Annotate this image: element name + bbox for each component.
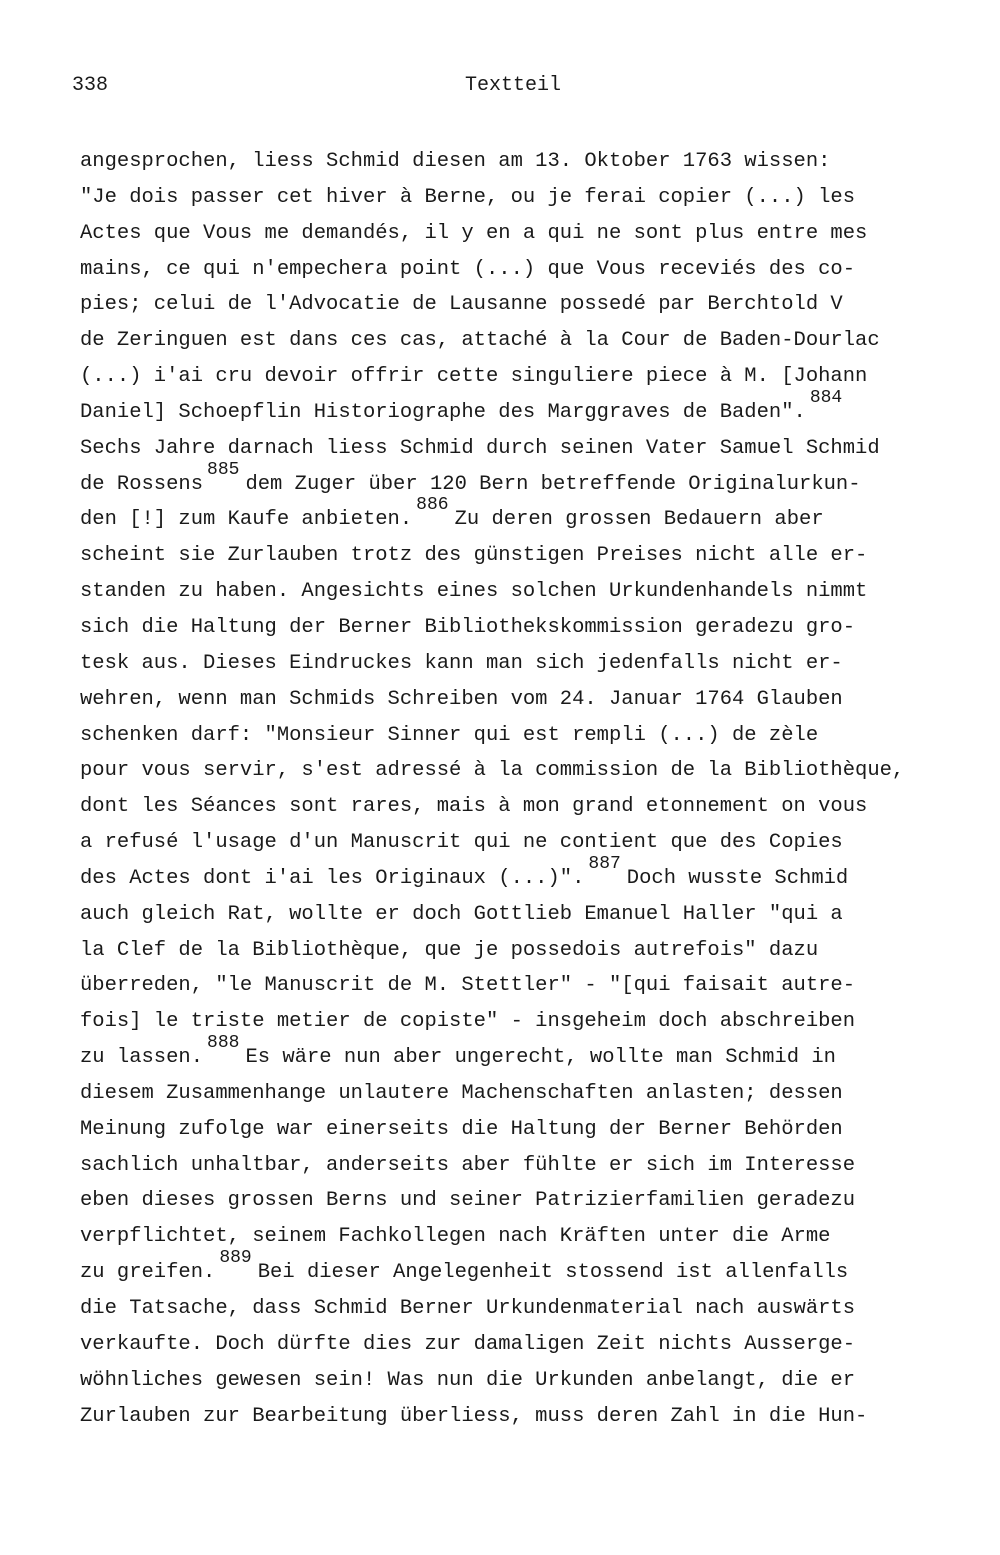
- page-header: [0, 74, 1000, 102]
- text-segment: dont les Séances sont rares, mais à mon grand etonnement on vous: [80, 795, 868, 819]
- text-line: [80, 897, 980, 933]
- footnote-reference: 885: [207, 459, 240, 480]
- text-segment: pour vous servir, s'est adressé à la commission de la Bibliothèque,: [80, 759, 905, 783]
- text-line: [80, 1363, 980, 1399]
- text-line: [80, 1219, 980, 1255]
- page-number: 338: [72, 74, 109, 97]
- text-segment: Zu deren grossen Bedauern aber: [454, 508, 824, 532]
- text-segment: Es wäre nun aber ungerecht, wollte man Schmid in: [245, 1046, 836, 1070]
- text-line: [80, 1399, 980, 1435]
- text-segment: diesem Zusammenhange unlautere Machenschaften anlasten; dessen: [80, 1081, 843, 1105]
- text-segment: dem Zuger über 120 Bern betreffende Originalurkun-: [245, 472, 861, 496]
- text-segment: Meinung zufolge war einerseits die Haltung der Berner Behörden: [80, 1117, 843, 1141]
- text-line: [80, 287, 980, 323]
- text-segment: scheint sie Zurlauben trotz des günstigen Preises nicht alle er-: [80, 544, 868, 568]
- text-line: [80, 359, 980, 395]
- text-segment: de Rossens: [80, 472, 204, 496]
- text-line: [80, 825, 980, 861]
- text-line: [80, 933, 980, 969]
- text-line: [80, 1076, 980, 1112]
- text-segment: pies; celui de l'Advocatie de Lausanne possedé par Berchtold V: [80, 293, 843, 317]
- text-segment: des Actes dont i'ai les Originaux (...)".: [80, 866, 585, 890]
- text-segment: angesprochen, liess Schmid diesen am 13. Oktober 1763 wissen:: [80, 150, 831, 173]
- text-segment: die Tatsache, dass Schmid Berner Urkundenmaterial nach auswärts: [80, 1297, 856, 1320]
- text-segment: zu greifen.: [80, 1261, 216, 1285]
- text-line: [80, 610, 980, 646]
- text-segment: de Zeringuen est dans ces cas, attaché à la Cour de Baden-Dourlac: [80, 329, 880, 353]
- text-segment: la Clef de la Bibliothèque, que je possedois autrefois" dazu: [80, 938, 819, 962]
- text-segment: den [!] zum Kaufe anbieten.: [80, 508, 413, 532]
- text-segment: fois] le triste metier de copiste" - insgeheim doch abschreiben: [80, 1010, 856, 1034]
- text-segment: verkaufte. Doch dürfte dies zur damaligen Zeit nichts Ausserge-: [80, 1332, 856, 1356]
- footnote-reference: 884: [809, 387, 843, 408]
- text-line: [80, 323, 980, 359]
- footnote-reference: 888: [207, 1033, 240, 1054]
- footnote-reference: 887: [588, 853, 621, 874]
- text-line: [80, 1327, 980, 1363]
- text-line: [80, 459, 980, 503]
- text-segment: sich die Haltung der Berner Bibliothekskommission geradezu gro-: [80, 615, 856, 639]
- text-line: [80, 574, 980, 610]
- text-segment: sachlich unhaltbar, anderseits aber fühlte er sich im Interesse: [80, 1153, 856, 1177]
- text-segment: Daniel] Schoepflin Historiographe des Marggraves de Baden".: [80, 400, 806, 424]
- text-line: [80, 180, 980, 216]
- text-segment: auch gleich Rat, wollte er doch Gottlieb Emanuel Haller "qui a: [80, 902, 843, 926]
- text-line: [80, 753, 980, 789]
- text-line: [80, 853, 980, 897]
- text-segment: standen zu haben. Angesichts eines solchen Urkundenhandels nimmt: [80, 580, 868, 604]
- text-line: [80, 718, 980, 754]
- text-segment: wöhnliches gewesen sein! Was nun die Urkunden anbelangt, die er: [80, 1368, 856, 1392]
- footnote-reference: 886: [416, 495, 449, 516]
- text-line: [80, 682, 980, 718]
- text-line: [80, 1148, 980, 1184]
- text-segment: zu lassen.: [80, 1046, 204, 1070]
- text-line: [80, 1112, 980, 1148]
- text-segment: Actes que Vous me demandés, il y en a qui ne sont plus entre mes: [80, 221, 868, 245]
- text-line: [80, 646, 980, 682]
- text-segment: Doch wusste Schmid: [626, 866, 849, 890]
- text-line: [80, 789, 980, 825]
- text-segment: verpflichtet, seinem Fachkollegen nach Kräften unter die Arme: [80, 1225, 831, 1249]
- text-line: [80, 968, 980, 1004]
- text-segment: Zurlauben zur Bearbeitung überliess, muss deren Zahl in die Hun-: [80, 1404, 868, 1428]
- text-line: [80, 1248, 980, 1291]
- footnote-reference: 889: [219, 1248, 252, 1269]
- text-segment: tesk aus. Dieses Eindruckes kann man sich jedenfalls nicht er-: [80, 651, 843, 675]
- text-line: [80, 387, 980, 431]
- text-segment: Bei dieser Angelegenheit stossend ist allenfalls: [257, 1261, 849, 1285]
- text-segment: schenken darf: "Monsieur Sinner qui est rempli (...) de zèle: [80, 723, 819, 747]
- text-line: [80, 538, 980, 574]
- text-line: [80, 1183, 980, 1219]
- text-line: [80, 252, 980, 288]
- text-line: [80, 1291, 980, 1327]
- text-segment: mains, ce qui n'empechera point (...) que Vous receviés des co-: [80, 257, 856, 281]
- running-head: Textteil: [465, 74, 562, 97]
- text-segment: "Je dois passer cet hiver à Berne, ou je ferai copier (...) les: [80, 185, 856, 209]
- text-line: [80, 1033, 980, 1076]
- text-segment: überreden, "le Manuscrit de M. Stettler" - "[qui faisait autre-: [80, 974, 856, 998]
- text-line: [80, 144, 980, 180]
- text-segment: wehren, wenn man Schmids Schreiben vom 24. Januar 1764 Glauben: [80, 687, 843, 711]
- text-segment: Sechs Jahre darnach liess Schmid durch seinen Vater Samuel Schmid: [80, 436, 880, 460]
- body-text: [80, 144, 980, 1434]
- text-line: [80, 495, 980, 538]
- text-segment: a refusé l'usage d'un Manuscrit qui ne contient que des Copies: [80, 831, 843, 855]
- text-segment: eben dieses grossen Berns und seiner Patrizierfamilien geradezu: [80, 1189, 856, 1213]
- text-segment: (...) i'ai cru devoir offrir cette singuliere piece à M. [Johann: [80, 365, 868, 389]
- text-line: [80, 216, 980, 252]
